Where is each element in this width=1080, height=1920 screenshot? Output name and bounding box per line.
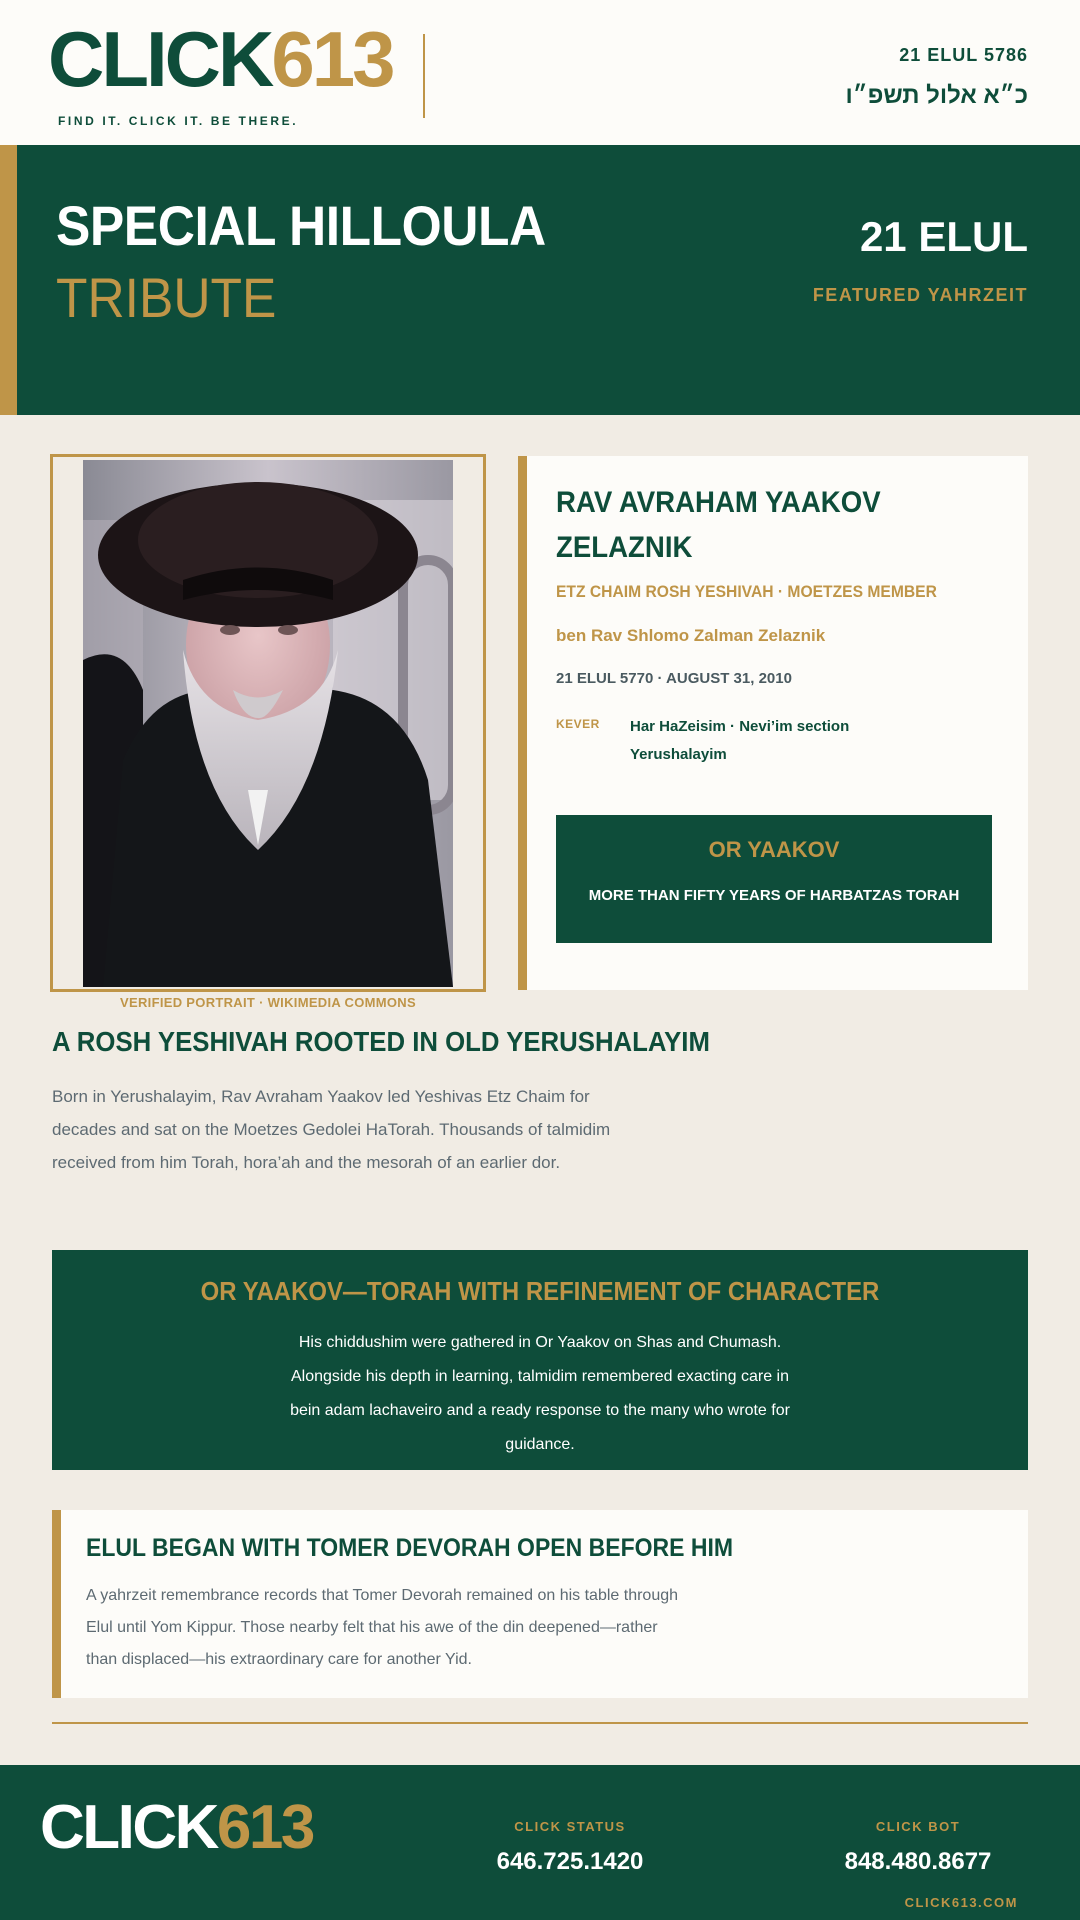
or-yaakov-feature [556,815,992,943]
click-bot-phone[interactable]: 848.480.8677 [844,1848,992,1875]
profile-father: ben Rav Shlomo Zalman Zelaznik [556,626,826,645]
profile-name: RAV AVRAHAM YAAKOV ZELAZNIK [556,486,881,564]
profile-role: ETZ CHAIM ROSH YESHIVAH · MOETZES MEMBER [556,582,937,601]
header [0,0,1080,145]
feature-text: MORE THAN FIFTY YEARS OF HARBATZAS TORAH [588,887,960,904]
hero-subtitle: TRIBUTE [56,266,277,329]
footer [0,1765,1080,1920]
profile-accent-bar [518,456,527,990]
profile-card [518,456,1028,990]
portrait-photo [83,460,453,987]
tagline: FIND IT. CLICK IT. BE THERE. [58,114,299,128]
footer-logo[interactable] [40,1793,313,1862]
bio-heading: A ROSH YESHIVAH ROOTED IN OLD YERUSHALAYIM [52,1026,710,1057]
logo-click: CLICK [48,15,272,103]
portrait-frame [50,454,486,992]
click613-logo[interactable] [48,15,393,103]
footer-logo-613: 613 [216,1793,313,1862]
kever-line-2: Yerushalayim [630,746,727,763]
gold-divider [52,1722,1028,1724]
elul-section [52,1510,1028,1698]
click-status-label: CLICK STATUS [514,1819,626,1834]
hero-title: SPECIAL HILLOULA [56,194,546,257]
hero-banner [0,145,1080,415]
site-link[interactable]: CLICK613.COM [904,1895,1018,1910]
profile-date: 21 ELUL 5770 · AUGUST 31, 2010 [556,670,792,687]
footer-logo-click: CLICK [40,1793,217,1862]
logo-613: 613 [271,15,393,103]
feature-title: OR YAAKOV [708,837,840,862]
kever-label: KEVER [556,717,600,731]
or-yaakov-section [52,1250,1028,1470]
click-bot-label: CLICK BOT [875,1819,961,1834]
hero-date: 21 ELUL [859,213,1028,260]
portrait-caption: VERIFIED PORTRAIT · WIKIMEDIA COMMONS [120,995,416,1010]
header-divider [423,34,425,118]
click-bot [818,1819,1018,1876]
elul-heading: ELUL BEGAN WITH TOMER DEVORAH OPEN BEFORE HIM [86,1534,734,1562]
or-yaakov-body: His chiddushim were gathered in Or Yaakov on Shas and Chumash. Alongside his depth in learning, talmidim remembered exacting care in bein adam lachaveiro and a ready response to the many who wrote for guidance. [290,1334,790,1453]
click-status-phone[interactable]: 646.725.1420 [496,1848,644,1875]
elul-accent-bar [52,1510,61,1698]
bio-body: Born in Yerushalayim, Rav Avraham Yaakov led Yeshivas Etz Chaim for decades and sat on the Moetzes Gedolei HaTorah. Thousands of talmidim received from him Torah, hora’ah and the mesorah of an earlier dor. [52,1087,611,1172]
or-yaakov-heading: OR YAAKOV—TORAH WITH REFINEMENT OF CHARACTER [200,1276,880,1306]
elul-body: A yahrzeit remembrance records that Tomer Devorah remained on his table through Elul until Yom Kippur. Those nearby felt that his awe of the din deepened—rather than displaced—his extraordinary care for another Yid. [86,1587,679,1668]
hero-accent-bar [0,145,17,415]
kever-location [630,713,849,769]
featured-label: FEATURED YAHRZEIT [812,285,1028,305]
kever-line-1: Har HaZeisim · Nevi’im section [630,718,850,735]
click-status [470,1819,670,1876]
date-hebrew: כ״א אלול תשפ״ו [845,82,1028,109]
date-english: 21 ELUL 5786 [899,45,1028,65]
